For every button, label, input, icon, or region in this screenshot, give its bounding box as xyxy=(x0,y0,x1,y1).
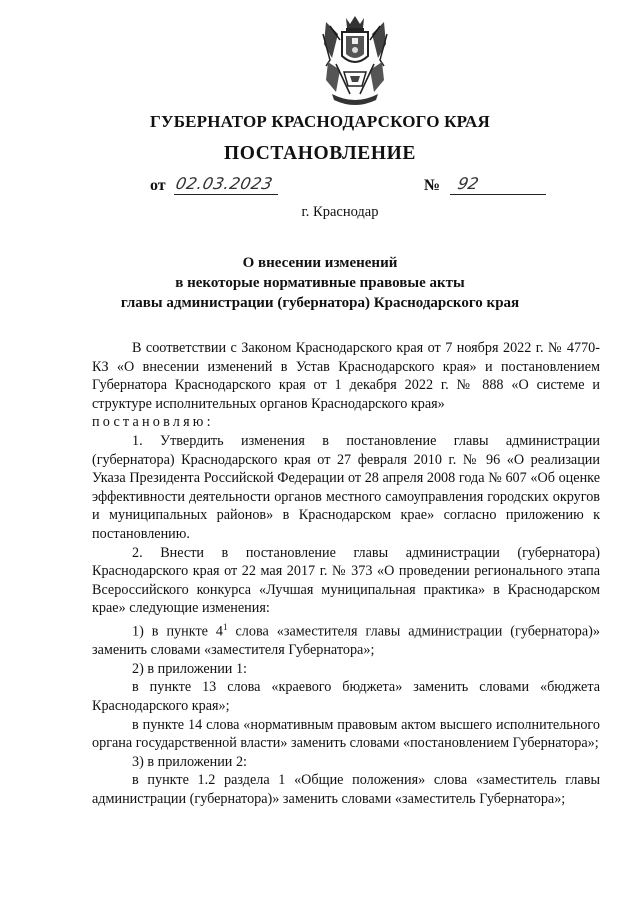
subject-line-2: в некоторые нормативные правовые акты xyxy=(175,275,465,291)
authority-title: ГУБЕРНАТОР КРАСНОДАРСКОГО КРАЯ xyxy=(150,112,490,131)
document-body xyxy=(92,339,600,809)
paragraph-sub-2-a: в пункте 13 слова «краевого бюджета» заменить словами «бюджета Краснодарского края»; xyxy=(92,679,600,715)
sub-1-start: 1) в пункте 4 xyxy=(132,623,224,640)
date-prefix: от xyxy=(150,177,166,194)
paragraph-item-1: 1. Утвердить изменения в постановление главы администрации (губернатора) Краснодарского края от 27 февраля 2010 г. № 96 «О реализации Указа Президента Российской Федерации от 28 апреля 2008 года № 607 «Об оценке эффективности деятельности органов местного самоуправления городских округов и муниципальных районов» в Краснодарском крае» согласно приложению к постановлению. xyxy=(92,432,600,542)
krasnodar-coat-of-arms-icon xyxy=(322,14,388,106)
subject-line-1: О внесении изменений xyxy=(242,255,398,271)
paragraph-sub-2-b: в пункте 14 слова «нормативным правовым актом высшего исполнительного органа государственной власти» заменить словами «постановлением Губернатора»; xyxy=(92,716,600,752)
paragraph-item-2: 2. Внести в постановление главы администрации (губернатора) Краснодарского края от 22 мая 2017 г. № 373 «О проведении регионального этапа Всероссийского конкурса «Лучшая муниципальная практика» в Краснодарском крае» следующие изменения: xyxy=(92,544,600,617)
date-value: 02.03.2023 xyxy=(173,174,275,193)
paragraph-sub-3-a: в пункте 1.2 раздела 1 «Общие положения» слова «заместитель главы администрации (губернатора)» заменить словами «заместитель Губернатора»; xyxy=(92,772,600,807)
number-field xyxy=(424,176,546,195)
paragraph-resolve xyxy=(92,413,600,432)
document-subject xyxy=(0,253,640,313)
date-field xyxy=(150,176,278,195)
paragraph-sub-3: 3) в приложении 2: xyxy=(132,753,247,770)
resolve-word: постановляю: xyxy=(92,414,214,431)
sub-1-end: слова «заместителя главы администрации (губернатора)» заменить словами «заместителя Губернатора»; xyxy=(92,623,601,659)
paragraph-preamble xyxy=(92,339,600,413)
subject-line-3: главы администрации (губернатора) Краснодарского края xyxy=(120,295,520,311)
date-underline xyxy=(174,176,278,195)
city: г. Краснодар xyxy=(301,204,379,220)
preamble-text: В соответствии с Законом Краснодарского края от 7 ноября 2022 г. № 4770-КЗ «О внесении изменений в Устав Краснодарского края» и постановлением Губернатора Краснодарского края от 1 декабря 2022 г. № 888 «О системе и структуре исполнительных органов Краснодарского края» xyxy=(92,340,600,412)
number-underline xyxy=(450,176,546,195)
paragraph-sub-1 xyxy=(92,618,600,660)
number-value: 92 xyxy=(456,174,481,193)
sub-1-superscript: 1 xyxy=(223,621,228,632)
document-type: ПОСТАНОВЛЕНИЕ xyxy=(223,143,417,164)
paragraph-sub-2: 2) в приложении 1: xyxy=(132,660,247,677)
number-prefix: № xyxy=(424,177,441,194)
